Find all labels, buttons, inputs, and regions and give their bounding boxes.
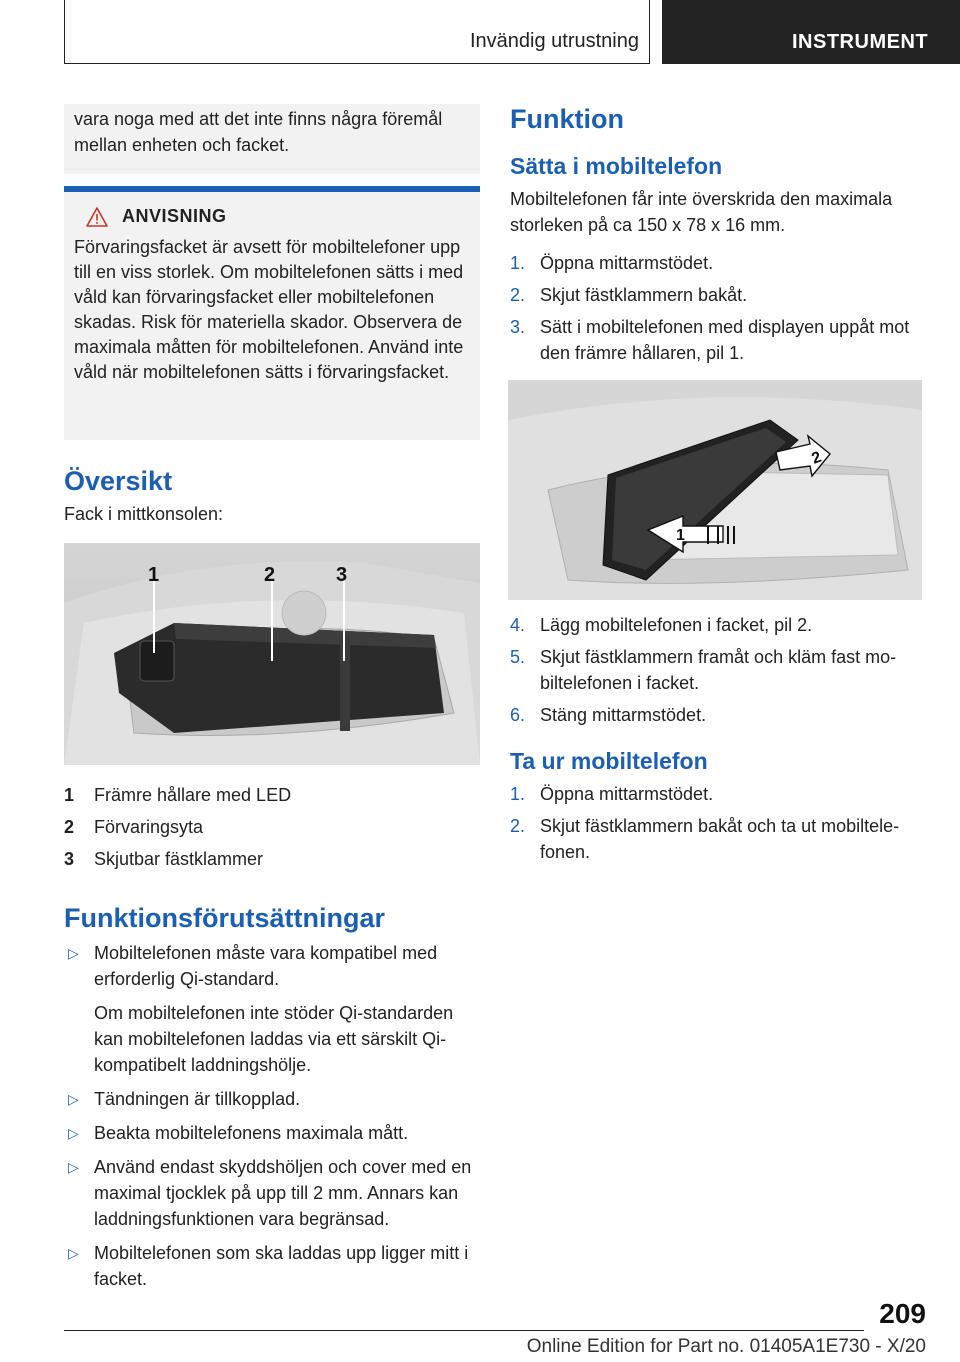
step-number: 4. (510, 615, 526, 635)
header-section-title: Invändig utrustning (469, 30, 639, 52)
warning-title-row (86, 206, 470, 227)
right-column (510, 104, 926, 871)
arrow-label-1: 1 (676, 527, 685, 544)
list-item-text: Använd endast skyddshöljen och cover med en maximal tjocklek på upp till 2 mm. Annars kan laddningsfunktionen vara begränsad. (94, 1157, 472, 1229)
list-item-text: Mobiltelefonen måste vara kompatibel med erforderlig Qi-standard. (94, 943, 438, 989)
note-box (64, 104, 480, 174)
list-item-text: Om mobiltelefonen inte stöder Qi-standarden kan mobiltelefonen laddas via ett särskilt Qi-kompatibelt laddningshölje. (94, 1003, 454, 1075)
step-item (510, 644, 926, 696)
step-number: 3. (510, 317, 526, 337)
step-item (510, 612, 926, 638)
step-item (510, 813, 926, 865)
page-header (64, 0, 960, 64)
function-heading: Funktion (510, 104, 624, 134)
step-item (510, 282, 926, 308)
note-text: vara noga med att det inte finns några föremål mellan enheten och facket. (74, 109, 443, 155)
step-number: 2. (510, 285, 526, 305)
step-number: 1. (510, 253, 526, 273)
step-text: Skjut fästklammern bakåt. (540, 285, 748, 305)
warning-body: Förvaringsfacket är avsett för mobiltelefoner upp till en viss storlek. Om mobiltelefonen sätts i med våld kan förvaringsfacket eller mobiltelefonen skadas. Risk för materiella skador. Observera de maximala måtten för mobiltelefonen. Använd inte våld när mobiltelefonen sätts i förvaringsfacket. (74, 237, 464, 382)
figure-label-3: 3 (336, 564, 348, 586)
insert-steps-list-continued (510, 612, 926, 728)
triangle-right-bullet-icon: ▷ (68, 1245, 79, 1261)
legend-number: 3 (64, 849, 75, 869)
step-item (510, 250, 926, 276)
figure-legend (64, 779, 480, 875)
step-text: Öppna mittarmstödet. (540, 253, 714, 273)
legend-item (64, 779, 480, 811)
header-chapter-title: INSTRUMENT (792, 31, 929, 53)
step-item (510, 781, 926, 807)
step-text: Skjut fästklammern framåt och kläm fast mobiltelefonen i facket. (540, 647, 897, 693)
left-column (64, 104, 480, 1300)
insert-phone-heading: Sätta i mobiltelefon (510, 153, 723, 179)
list-item (64, 1120, 480, 1146)
step-number: 6. (510, 705, 526, 725)
legend-number: 1 (64, 785, 75, 805)
phone-insert-figure (508, 380, 922, 600)
step-item (510, 702, 926, 728)
remove-phone-heading: Ta ur mobiltelefon (510, 748, 708, 774)
insert-phone-intro: Mobiltelefonen får inte överskrida den maximala storleken på ca 150 x 78 x 16 mm. (510, 189, 893, 235)
overview-heading: Översikt (64, 466, 173, 496)
list-item-text: Tändningen är tillkopplad. (94, 1089, 301, 1109)
list-item (64, 1240, 480, 1292)
list-item-text: Beakta mobiltelefonens maximala mått. (94, 1123, 409, 1143)
step-number: 2. (510, 816, 526, 836)
step-text: Sätt i mobiltelefonen med displayen uppåt mot den främre hållaren, pil 1. (540, 317, 910, 363)
footer-edition: Online Edition for Part no. 01405A1E730 - X/20 (526, 1336, 926, 1357)
figure-label-1: 1 (148, 564, 160, 586)
step-number: 1. (510, 784, 526, 804)
warning-title: ANVISNING (122, 206, 227, 226)
console-illustration (64, 543, 480, 765)
list-item (64, 940, 480, 1078)
arrow-label-2: 2 (809, 448, 824, 468)
triangle-right-bullet-icon: ▷ (68, 945, 79, 961)
step-number: 5. (510, 647, 526, 667)
remove-steps-list (510, 781, 926, 865)
header-chapter-tab (662, 0, 960, 64)
warning-triangle-icon (86, 207, 108, 227)
step-text: Lägg mobiltelefonen i facket, pil 2. (540, 615, 813, 635)
legend-number: 2 (64, 817, 75, 837)
list-item (64, 1086, 480, 1112)
step-text: Skjut fästklammern bakåt och ta ut mobiltelefonen. (540, 816, 900, 862)
legend-text: Förvaringsyta (94, 817, 204, 837)
phone-insert-illustration (508, 380, 922, 600)
legend-text: Främre hållare med LED (94, 785, 292, 805)
step-item (510, 314, 926, 366)
triangle-right-bullet-icon: ▷ (68, 1125, 79, 1141)
step-text: Öppna mittarmstödet. (540, 784, 714, 804)
legend-text: Skjutbar fästklammer (94, 849, 264, 869)
header-section-box (64, 0, 650, 64)
legend-item (64, 843, 480, 875)
triangle-right-bullet-icon: ▷ (68, 1159, 79, 1175)
triangle-right-bullet-icon: ▷ (68, 1091, 79, 1107)
insert-steps-list (510, 250, 926, 366)
overview-intro: Fack i mittkonsolen: (64, 504, 224, 524)
prerequisites-heading: Funktionsförutsättningar (64, 903, 385, 933)
page-number: 209 (879, 1298, 926, 1329)
console-figure (64, 543, 480, 765)
figure-label-2: 2 (264, 564, 276, 586)
footer-divider (64, 1330, 864, 1331)
legend-item (64, 811, 480, 843)
prerequisites-list (64, 940, 480, 1292)
list-item (64, 1154, 480, 1232)
step-text: Stäng mittarmstödet. (540, 705, 707, 725)
list-item-text: Mobiltelefonen som ska laddas upp ligger mitt i facket. (94, 1243, 469, 1289)
warning-box (64, 186, 480, 440)
